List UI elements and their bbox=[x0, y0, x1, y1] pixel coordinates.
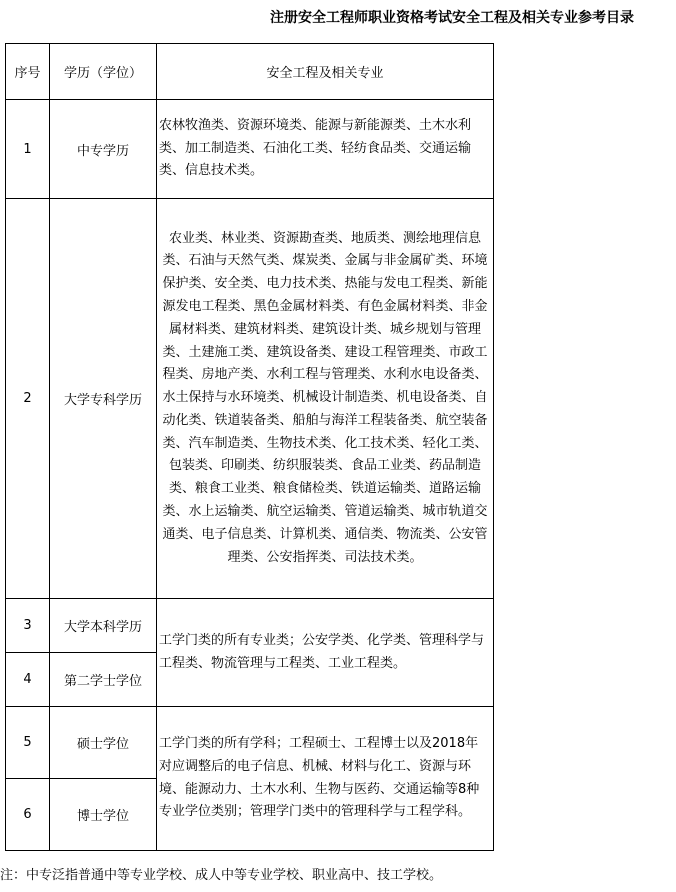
footnote: 注：中专泛指普通中等专业学校、成人中等专业学校、职业高中、技工学校。 bbox=[0, 868, 443, 883]
row-degree: 第二学士学位 bbox=[50, 653, 157, 707]
row-number: 1 bbox=[6, 100, 50, 199]
table-row bbox=[6, 599, 494, 653]
row-number: 6 bbox=[6, 779, 50, 851]
header-degree: 学历（学位） bbox=[50, 44, 157, 100]
header-no: 序号 bbox=[6, 44, 50, 100]
page-title: 注册安全工程师职业资格考试安全工程及相关专业参考目录 bbox=[270, 10, 634, 26]
table-row bbox=[6, 100, 494, 199]
table-row bbox=[6, 707, 494, 779]
row-degree: 中专学历 bbox=[50, 100, 157, 199]
header-majors: 安全工程及相关专业 bbox=[157, 44, 494, 100]
row-degree: 硕士学位 bbox=[50, 707, 157, 779]
row-majors: 农林牧渔类、资源环境类、能源与新能源类、土木水利类、加工制造类、石油化工类、轻纺食品类、交通运输类、信息技术类。 bbox=[157, 100, 494, 199]
row-number: 5 bbox=[6, 707, 50, 779]
row-degree: 博士学位 bbox=[50, 779, 157, 851]
row-number: 2 bbox=[6, 199, 50, 599]
table-header-row bbox=[6, 44, 494, 100]
row-degree: 大学本科学历 bbox=[50, 599, 157, 653]
row-number: 4 bbox=[6, 653, 50, 707]
table-row bbox=[6, 199, 494, 599]
majors-table bbox=[5, 43, 494, 851]
row-majors-merged: 工学门类的所有专业类；公安学类、化学类、管理科学与工程类、物流管理与工程类、工业工程类。 bbox=[157, 599, 494, 707]
row-degree: 大学专科学历 bbox=[50, 199, 157, 599]
row-majors-merged: 工学门类的所有学科；工程硕士、工程博士以及2018年对应调整后的电子信息、机械、材料与化工、资源与环境、能源动力、土木水利、生物与医药、交通运输等8种专业学位类别；管理学门类中的管理科学与工程学科。 bbox=[157, 707, 494, 851]
row-number: 3 bbox=[6, 599, 50, 653]
row-majors: 农业类、林业类、资源勘查类、地质类、测绘地理信息类、石油与天然气类、煤炭类、金属与非金属矿类、环境保护类、安全类、电力技术类、热能与发电工程类、新能源发电工程类、黑色金属材料类、有色金属材料类、非金属材料类、建筑材料类、建筑设计类、城乡规划与管理类、土建施工类、建筑设备类、建设工程管理类、市政工程类、房地产类、水利工程与管理类、水利水电设备类、水土保持与水环境类、机械设计制造类、机电设备类、自动化类、铁道装备类、船舶与海洋工程装备类、航空装备类、汽车制造类、生物技术类、化工技术类、轻化工类、包装类、印刷类、纺织服装类、食品工业类、药品制造类、粮食工业类、粮食储检类、铁道运输类、道路运输类、水上运输类、航空运输类、管道运输类、城市轨道交通类、电子信息类、计算机类、通信类、物流类、公安管理类、公安指挥类、司法技术类。 bbox=[157, 199, 494, 599]
